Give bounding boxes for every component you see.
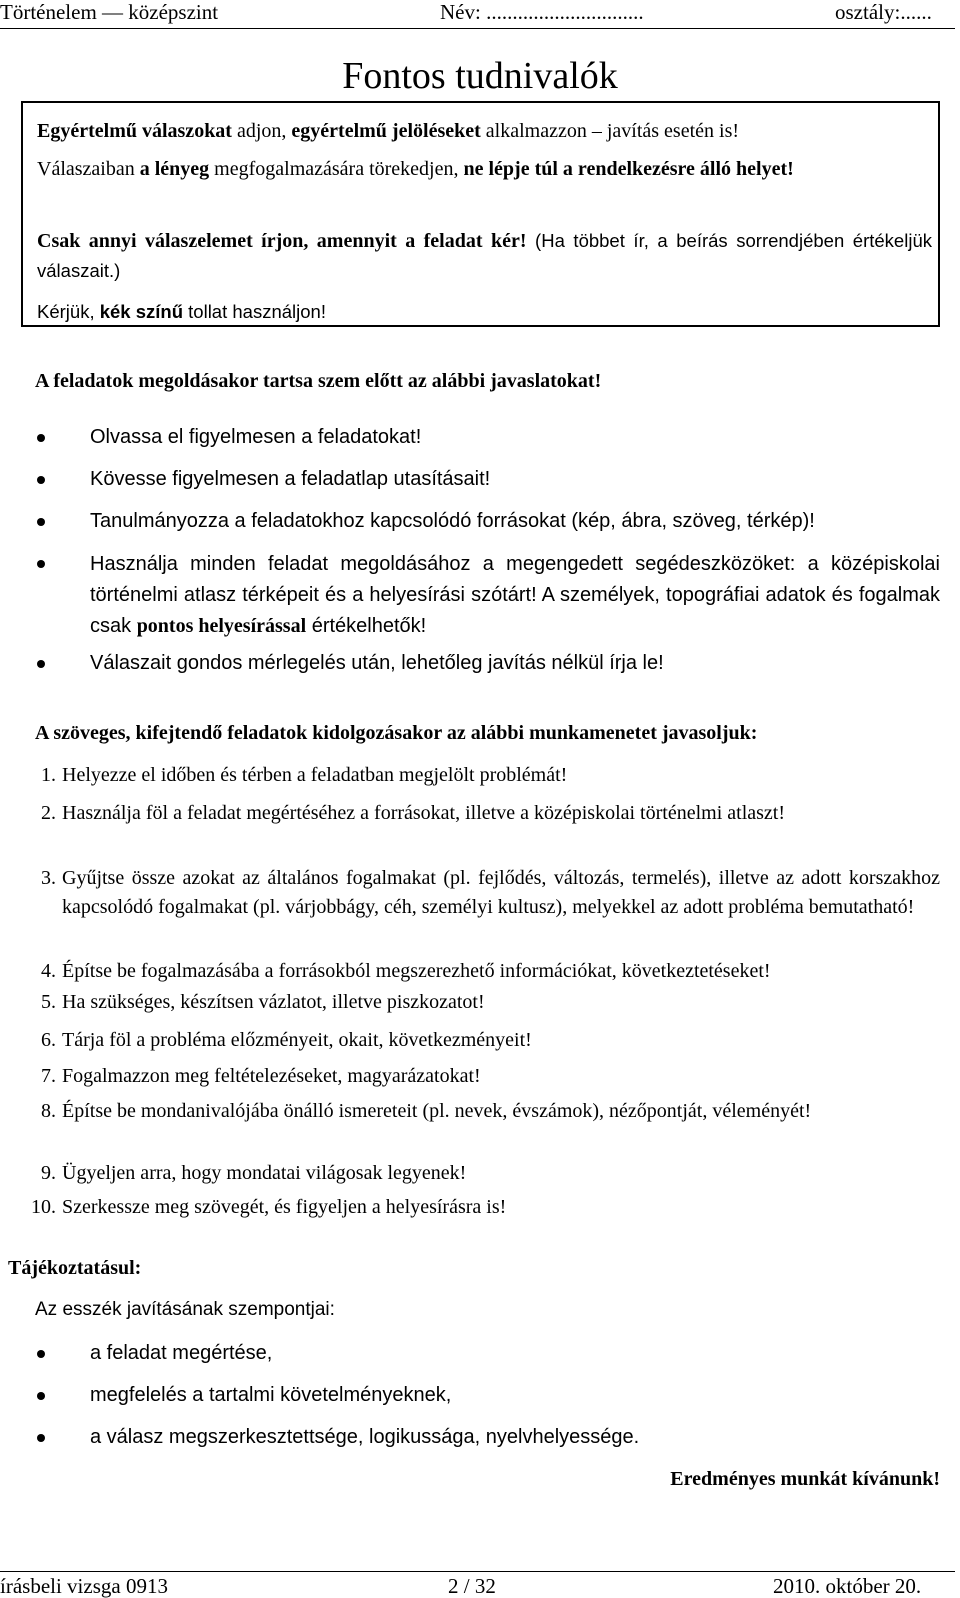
footer-rule	[0, 1571, 955, 1572]
step-text: Szerkessze meg szövegét, és figyeljen a helyesírásra is!	[62, 1196, 507, 1218]
closing-line: Eredményes munkát kívánunk!	[670, 1468, 940, 1490]
bullet-icon	[37, 476, 45, 484]
bullet-icon	[37, 1434, 45, 1442]
step-number: 9.	[41, 1162, 56, 1184]
step-number: 3.	[41, 867, 56, 889]
notice-line-1: Egyértelmű válaszokat adjon, egyértelmű jelöléseket alkalmazzon – javítás esetén is!	[37, 120, 740, 142]
header-subject: Történelem — középszint	[0, 0, 219, 24]
step-number: 10.	[31, 1196, 56, 1218]
step-text: Építse be mondanivalójába önálló ismereteit (pl. nevek, évszámok), nézőpontját, véleményét!	[62, 1100, 812, 1122]
info-title: Tájékoztatásul:	[8, 1257, 142, 1279]
page-header	[0, 0, 960, 28]
header-class-field: osztály:......	[835, 0, 932, 24]
section-title-suggestions: A feladatok megoldásakor tartsa szem előtt az alábbi javaslatokat!	[35, 370, 602, 392]
info-subtitle: Az esszék javításának szempontjai:	[35, 1299, 335, 1320]
notice-box	[21, 101, 940, 327]
step-text: Tárja föl a probléma előzményeit, okait, következményeit!	[62, 1029, 532, 1051]
step-number: 8.	[41, 1100, 56, 1122]
step-number: 2.	[41, 802, 56, 824]
footer-date: 2010. október 20.	[773, 1574, 922, 1598]
page-title: Fontos tudnivalók	[342, 55, 618, 97]
step-number: 6.	[41, 1029, 56, 1051]
header-rule	[0, 28, 955, 29]
step-text: Használja föl a feladat megértéséhez a forrásokat, illetve a középiskolai történelmi atlaszt!	[62, 802, 785, 824]
section-title-workflow: A szöveges, kifejtendő feladatok kidolgozásakor az alábbi munkamenetet javasoljuk:	[35, 722, 758, 744]
step-text: Ügyeljen arra, hogy mondatai világosak legyenek!	[62, 1162, 467, 1184]
exam-page: Történelem — középszint Név: .............................. osztály:...... Fontos tudnivalók Egyértelmű válaszokat adjon, egyértelmű jelöléseket alkalmazzon – javítás esetén is! Válaszaiban a lényeg megfogalmazására törekedjen, ne lépje túl a rendelkezésre álló helyet! Csak annyi válaszelemet írjon, amennyit a feladat kér! (Ha többet ír, a beírás sorrendjében értékeljük válaszait.) Kérjük, kék színű tollat használjon! A feladatok megoldásakor tartsa szem előtt az alábbi javaslatokat! Olvassa el figyelmesen a feladatokat! Kövesse figyelmesen a feladatlap utasításait! Tanulmányozza a feladatokhoz kapcsolódó forrásokat (kép, ábra, szöveg, térkép)! Használja minden feladat megoldásához a megengedett segédeszközöket: a középiskolai történelmi atlasz térképeit és a helyesírási szótárt! A személyek, topográfiai adatok és fogalmak csak pontos helyesírással értékelhetők! Válaszait gondos mérlegelés után, lehetőleg javítás nélkül írja le! A szöveges, kifejtendő feladatok kidolgozásakor az alábbi munkamenetet javasoljuk: 1. Helyezze el időben és térben a feladatban megjelölt problémát! 2. Használja föl a feladat megértéséhez a forrásokat, illetve a középiskolai történelmi atlaszt! 3. Gyűjtse össze azokat az általános fogalmakat (pl. fejlődés, változás, termelés), illetve az adott korszakhoz kapcsolódó fogalmakat (pl. várjobbágy, céh, személyi kultusz), melyekkel az adott probléma bemutatható! 4. Építse be fogalmazásába a forrásokból megszerezhető információkat, következtetéseket! 5. Ha szükséges, készítsen vázlatot, illetve piszkozatot! 6. Tárja föl a probléma előzményeit, okait, következményeit! 7. Fogalmazzon meg feltételezéseket, magyarázatokat! 8. Építse be mondanivalójába önálló ismereteit (pl. nevek, évszámok), nézőpontját, véleményét! 9. Ügyeljen arra, hogy mondatai világosak legyenek! 10. Szerkessze meg szövegét, és figyeljen a helyesírásra is! Tájékoztatásul: Az esszék javításának szempontjai: a feladat megértése, megfelelés a tartalmi követelményeknek, a válasz megszerkesztettsége, logikussága, nyelvhelyessége. Eredményes munkát kívánunk! írásbeli vizsga 0913 2 / 32 2010. október 20.	[0, 0, 960, 1597]
step-text: Helyezze el időben és térben a feladatban megjelölt problémát!	[62, 764, 568, 786]
header-name-field: Név: ..............................	[440, 0, 644, 24]
step-number: 5.	[41, 991, 56, 1013]
notice-line-3: Csak annyi válaszelemet írjon, amennyit a feladat kér! (Ha többet ír, a beírás sorrendjében értékeljük válaszait.)	[37, 230, 932, 281]
step-number: 7.	[41, 1065, 56, 1087]
bullet-icon	[37, 1392, 45, 1400]
step-number: 4.	[41, 960, 56, 982]
bullet-icon	[37, 434, 45, 442]
step-text: Építse be fogalmazásába a forrásokból megszerezhető információkat, következtetéseket!	[62, 960, 771, 982]
bullet-icon	[37, 1350, 45, 1358]
bullet-icon	[37, 560, 45, 568]
step-text: Gyűjtse össze azokat az általános fogalmakat (pl. fejlődés, változás, termelés), illetve az adott korszakhoz kapcsolódó fogalmakat (pl. várjobbágy, céh, személyi kultusz), melyekkel az adott probléma bemutatható!	[62, 867, 940, 918]
notice-line-2: Válaszaiban a lényeg megfogalmazására törekedjen, ne lépje túl a rendelkezésre álló helyet!	[37, 158, 794, 180]
bullet-icon	[37, 660, 45, 668]
footer-page-number: 2 / 32	[448, 1574, 496, 1598]
step-text: Fogalmazzon meg feltételezéseket, magyarázatokat!	[62, 1065, 481, 1087]
footer-exam-code: írásbeli vizsga 0913	[0, 1574, 168, 1598]
notice-line-4: Kérjük, kék színű tollat használjon!	[37, 301, 326, 322]
step-number: 1.	[41, 764, 56, 786]
step-text: Ha szükséges, készítsen vázlatot, illetve piszkozatot!	[62, 991, 485, 1013]
bullet-icon	[37, 518, 45, 526]
